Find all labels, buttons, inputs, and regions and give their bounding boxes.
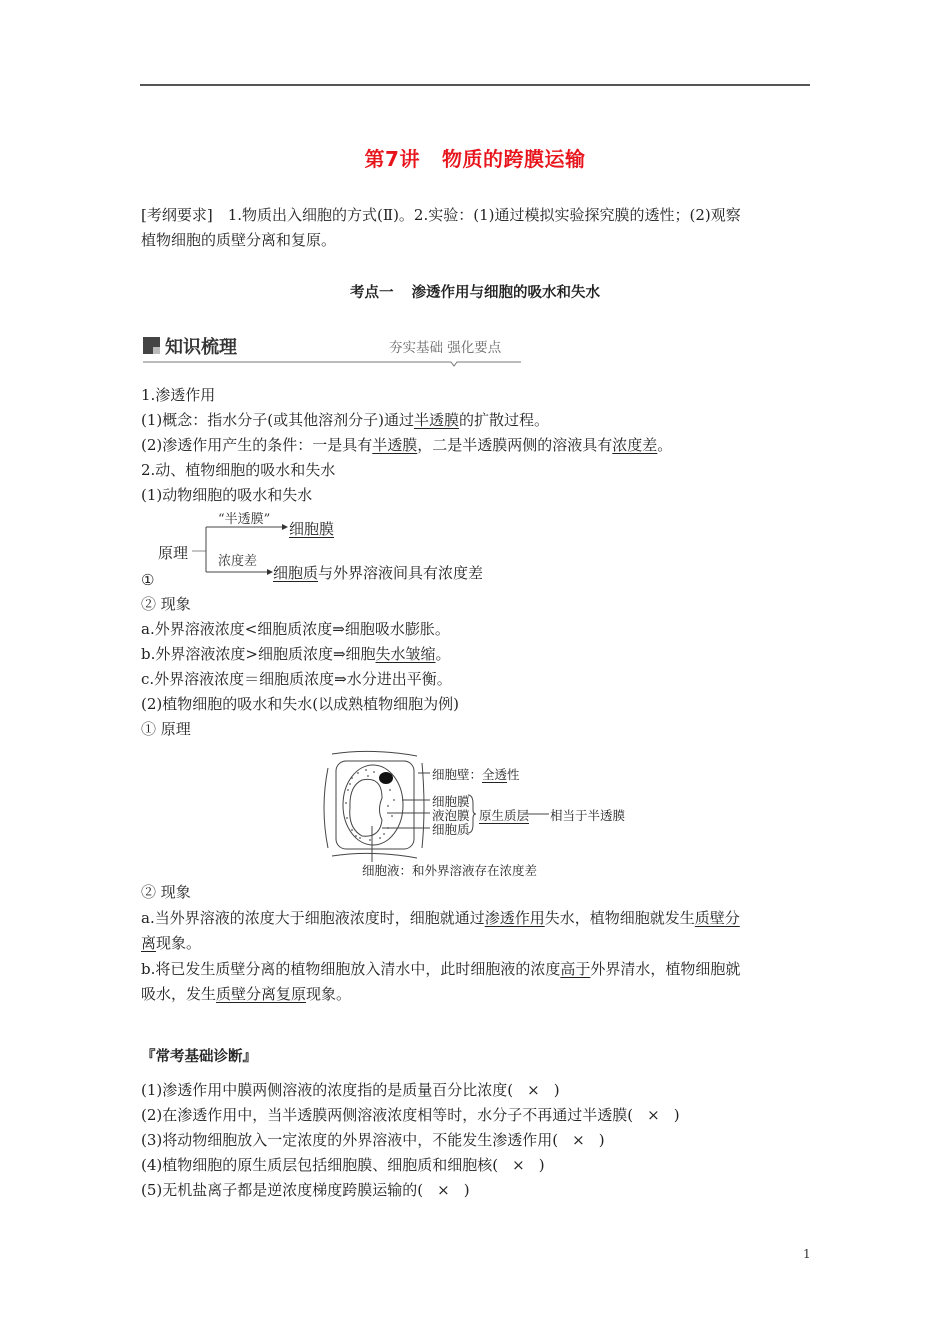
phenomenon-label-plant: ② 现象: [141, 883, 191, 901]
blank-answer: 高于: [560, 960, 591, 978]
text-run: (1)概念：指水分子(或其他溶剂分子)通过: [141, 411, 414, 429]
text-run: 现象。: [156, 934, 202, 952]
text-run: a.当外界溶液的浓度大于细胞液浓度时，细胞就通过: [141, 909, 485, 927]
plant-case-b-line1: [141, 957, 811, 982]
text-run: 。: [435, 645, 451, 663]
requirements-line-2: 植物细胞的质壁分离和复原。: [141, 231, 337, 249]
heading-animal-cells: (1)动物细胞的吸水和失水: [141, 486, 313, 504]
text-run: 细胞壁：: [432, 767, 483, 782]
text-run: ): [538, 1156, 545, 1174]
section-label: 考点一: [350, 285, 394, 301]
diagnosis-item: [141, 1103, 811, 1128]
text-run: b.外界溶液浓度>细胞质浓度⇒细胞: [141, 645, 376, 663]
answer-mark: ×: [527, 1081, 540, 1099]
answer-mark: ×: [572, 1131, 585, 1149]
blank-answer: 离: [141, 934, 157, 952]
plant-case-b-line2: [141, 982, 811, 1007]
animal-case-a: a.外界溶液浓度<细胞质浓度⇒细胞吸水膨胀。: [141, 620, 450, 638]
section-title-text: 渗透作用与细胞的吸水和失水: [411, 285, 600, 301]
section-heading: [0, 281, 950, 302]
text-run: (1)渗透作用中膜两侧溶液的浓度指的是质量百分比浓度(: [141, 1081, 514, 1099]
plant-cell-drawing: [322, 748, 432, 863]
page-number: 1: [803, 1247, 811, 1261]
knowledge-header: [143, 333, 521, 365]
lecture-topic: 物质的跨膜运输: [441, 147, 586, 171]
header-rule: [140, 84, 810, 86]
knowledge-title: 知识梳理: [165, 337, 237, 358]
lecture-number: 第7讲: [364, 147, 420, 171]
blank-answer: 半透膜: [413, 411, 459, 429]
diagnosis-item: [141, 1153, 811, 1178]
text-run: 性: [507, 767, 520, 782]
text-run: 与外界溶液间具有浓度差: [318, 564, 484, 582]
osmosis-conditions: [141, 433, 811, 458]
answer-mark: ×: [647, 1106, 660, 1124]
text-run: (2)在渗透作用中，当半透膜两侧溶液浓度相等时，水分子不再通过半透膜(: [141, 1106, 634, 1124]
animal-case-b: [141, 642, 811, 667]
blank-answer: 浓度差: [612, 436, 658, 454]
text-run: 外界清水，植物细胞就: [590, 960, 741, 978]
blank-answer: 失水皱缩: [375, 645, 436, 663]
diagnosis-item: [141, 1078, 811, 1103]
cell-membrane-label: 细胞膜: [432, 794, 470, 809]
cell-sap-label: 细胞液：和外界溶液存在浓度差: [362, 863, 538, 878]
tonoplast-label: 液泡膜: [432, 808, 470, 823]
blank-answer: 质壁分: [694, 909, 740, 927]
text-run: 吸水，发生: [141, 985, 217, 1003]
text-run: 。: [657, 436, 673, 454]
principle-label: 原理: [158, 544, 189, 562]
plant-cell-figure: [322, 748, 642, 878]
blank-answer: 渗透作用: [484, 909, 545, 927]
diagnosis-title: 『常考基础诊断』: [141, 1049, 257, 1065]
text-run: 细胞质: [273, 564, 319, 582]
branch-label-membrane: “半透膜”: [218, 512, 271, 527]
heading-plant-cells: (2)植物细胞的吸水和失水(以成熟植物细胞为例): [141, 695, 459, 713]
diagnosis-item: [141, 1128, 811, 1153]
heading-osmosis: 1.渗透作用: [141, 386, 216, 404]
text-run: ): [673, 1106, 680, 1124]
branch-label-gradient: 浓度差: [218, 554, 258, 569]
requirements-line-1: [考纲要求] 1.物质出入细胞的方式(Ⅱ)。2.实验：(1)通过模拟实验探究膜的透性；(2)观察: [141, 206, 741, 224]
text-run: 失水，植物细胞就发生: [544, 909, 695, 927]
text-run: ): [553, 1081, 560, 1099]
diagnosis-item: [141, 1178, 811, 1203]
protoplast-layer-label: 原生质层: [479, 808, 530, 823]
text-run: ): [598, 1131, 605, 1149]
principle-label-plant: ① 原理: [141, 720, 191, 738]
text-run: (3)将动物细胞放入一定浓度的外界溶液中，不能发生渗透作用(: [141, 1131, 559, 1149]
header-underline: [143, 361, 521, 367]
answer-mark: ×: [512, 1156, 525, 1174]
knowledge-subtitle: 夯实基础 强化要点: [389, 340, 502, 356]
text-run: ，二是半透膜两侧的溶液具有: [417, 436, 613, 454]
text-run: 的扩散过程。: [458, 411, 549, 429]
text-run: (5)无机盐离子都是逆浓度梯度跨膜运输的(: [141, 1181, 424, 1199]
blank-answer: 质壁分离复原: [216, 985, 307, 1003]
branch-target-membrane: 细胞膜: [289, 520, 335, 538]
text-run: 现象。: [306, 985, 352, 1003]
cytoplasm-label: 细胞质: [432, 822, 470, 837]
page-title: [0, 143, 950, 172]
text-run: (2)渗透作用产生的条件：一是具有: [141, 436, 373, 454]
cell-wall-label: [432, 765, 520, 783]
text-run: 全透: [482, 767, 508, 782]
circle-one: ①: [141, 571, 155, 589]
plant-case-a-line2: [141, 931, 811, 956]
text-run: (4)植物细胞的原生质层包括细胞膜、细胞质和细胞核(: [141, 1156, 499, 1174]
blank-answer: 半透膜: [372, 436, 418, 454]
phenomenon-label: ② 现象: [141, 595, 191, 613]
semipermeable-equiv-label: 相当于半透膜: [550, 808, 626, 823]
answer-mark: ×: [437, 1181, 450, 1199]
square-bullet-icon: [143, 337, 160, 354]
osmosis-concept: [141, 408, 811, 433]
plant-case-a-line1: [141, 906, 811, 931]
text-run: b.将已发生质壁分离的植物细胞放入清水中，此时细胞液的浓度: [141, 960, 561, 978]
animal-case-c: c.外界溶液浓度＝细胞质浓度⇒水分进出平衡。: [141, 670, 452, 688]
heading-cells: 2.动、植物细胞的吸水和失水: [141, 461, 336, 479]
text-run: ): [463, 1181, 470, 1199]
